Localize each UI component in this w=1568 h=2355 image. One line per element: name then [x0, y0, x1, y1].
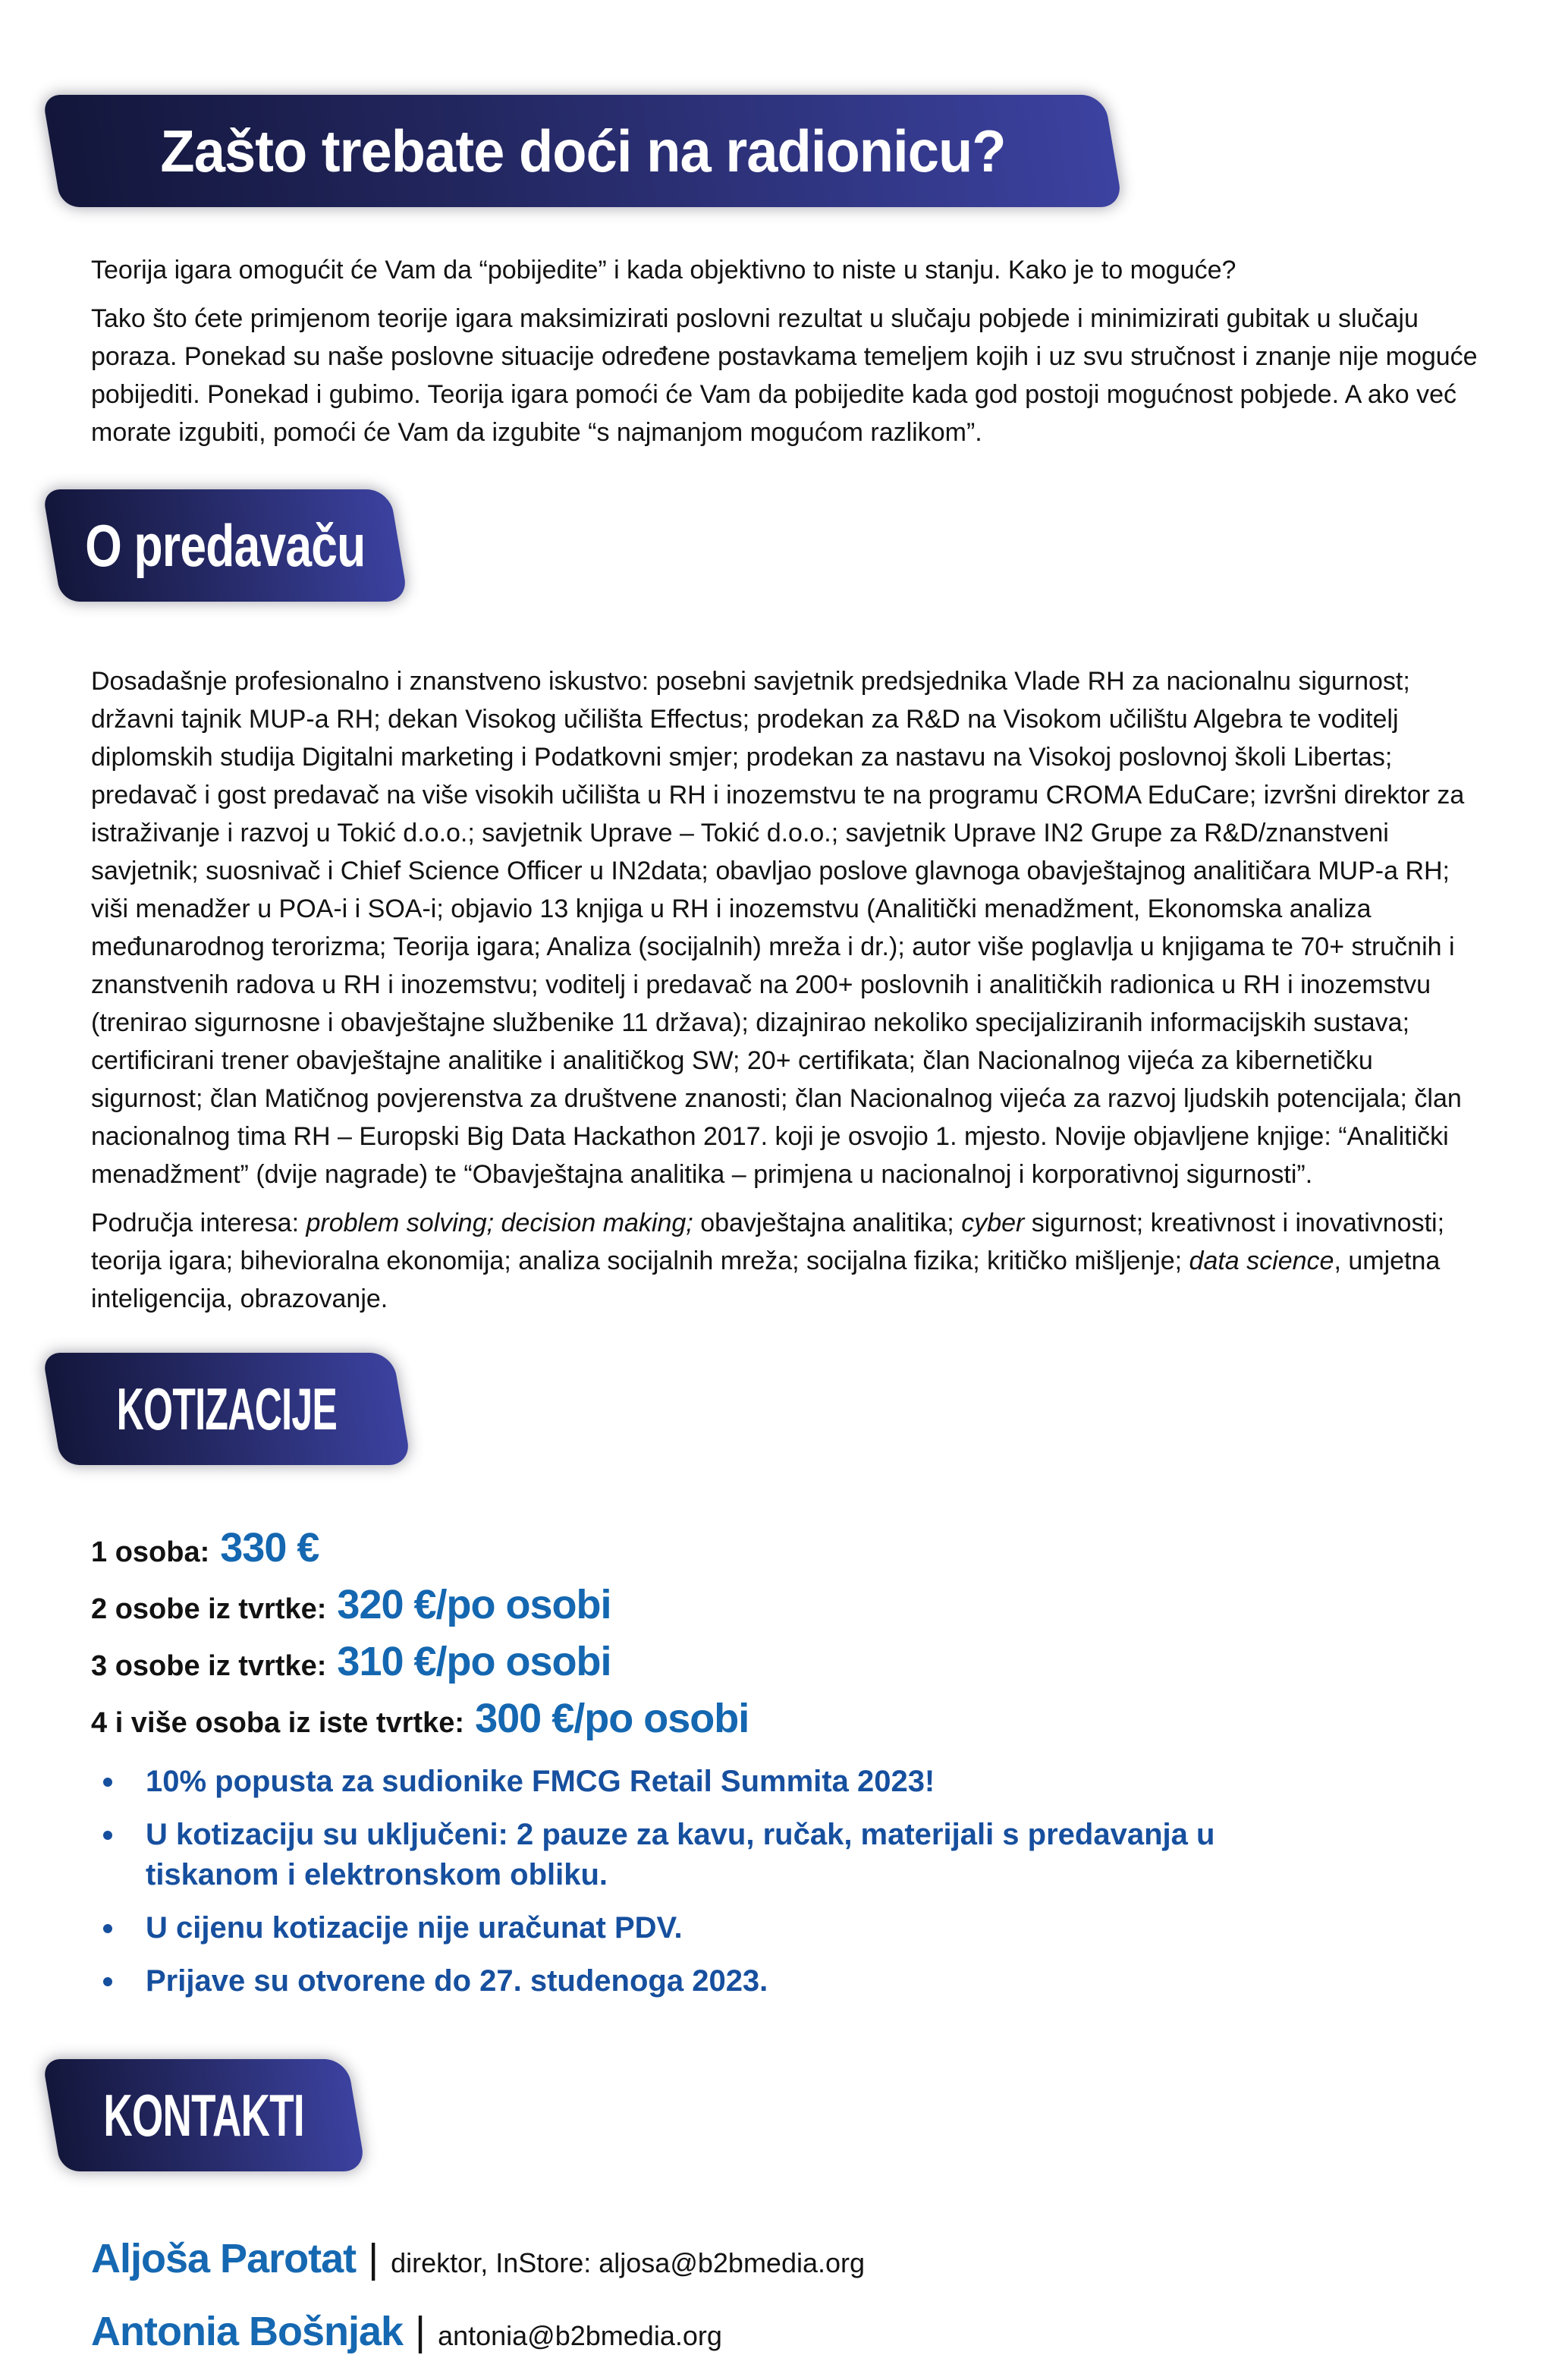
section-banner-contacts — [42, 2059, 366, 2171]
price-label: 4 i više osoba iz iste tvrtke: — [91, 1707, 465, 1739]
intro-paragraph-2: Tako što ćete primjenom teorije igara maksimizirati poslovni rezultat u slučaju pobjede i minimizirati gubitak u slučaju poraza. Ponekad su naše poslovne situacije određene postavkama temeljem kojih i uz svu stručnost i znanje nije moguće pobijediti. Ponekad i gubimo. Teorija igara pomoći će Vam da pobijedite kada god postoji mogućnost pobjede. A ako već morate izgubiti, pomoći će Vam da izgubite “s najmanjom mogućom razlikom”. — [91, 304, 1478, 447]
contact-row — [91, 2235, 1568, 2282]
contact-info: antonia@b2bmedia.org — [438, 2320, 722, 2351]
price-row — [91, 1581, 1568, 1628]
section-title-contacts: KONTAKTI — [103, 2081, 305, 2149]
contact-divider: | — [368, 2236, 379, 2281]
contact-name: Aljoša Parotat — [91, 2236, 357, 2281]
price-value: 300 €/po osobi — [475, 1696, 749, 1741]
price-row — [91, 1638, 1568, 1685]
fee-bullet-item: U cijenu kotizacije nije uračunat PDV. — [99, 1908, 1252, 1948]
price-row — [91, 1524, 1568, 1571]
fee-bullet-list — [99, 1762, 1252, 2001]
contact-name: Antonia Bošnjak — [91, 2309, 404, 2354]
section-title-why: Zašto trebate doći na radionicu? — [159, 117, 1006, 184]
price-label: 2 osobe iz tvrtke: — [91, 1593, 327, 1625]
section-title-lecturer: O predavaču — [85, 511, 366, 579]
fee-bullet-item: Prijave su otvorene do 27. studenoga 2023. — [99, 1961, 1252, 2001]
lecturer-interests-paragraph: Područja interesa: problem solving; decision making; obavještajna analitika; cyber sigurnost; kreativnost i inovativnosti; teorija igara; bihevioralna ekonomija; analiza socijalnih mreža; socijalna fizika; kritičko mišljenje; data science, umjetna inteligencija, obrazovanje. — [91, 1209, 1445, 1313]
fee-bullet-item: U kotizaciju su uključeni: 2 pauze za kavu, ručak, materijali s predavanja u tiskanom i elektronskom obliku. — [99, 1815, 1252, 1895]
price-value: 310 €/po osobi — [337, 1639, 611, 1684]
price-row — [91, 1695, 1568, 1742]
price-label: 3 osobe iz tvrtke: — [91, 1650, 327, 1682]
section-banner-lecturer — [42, 489, 408, 602]
contact-info: direktor, InStore: aljosa@b2bmedia.org — [391, 2247, 866, 2278]
fee-bullet-item: 10% popusta za sudionike FMCG Retail Summita 2023! — [99, 1762, 1252, 1802]
flyer-page — [0, 95, 1568, 2354]
section-banner-why — [42, 95, 1123, 207]
section-title-fees: KOTIZACIJE — [116, 1375, 338, 1442]
section-banner-fees — [42, 1353, 411, 1465]
price-value: 320 €/po osobi — [337, 1582, 611, 1627]
price-label: 1 osoba: — [91, 1536, 210, 1568]
contact-row — [91, 2308, 1568, 2355]
pricing-list — [91, 1524, 1568, 1742]
contact-list — [91, 2235, 1568, 2355]
contact-divider: | — [415, 2309, 426, 2354]
price-value: 330 € — [220, 1525, 319, 1571]
lecturer-bio-paragraph: Dosadašnje profesionalno i znanstveno iskustvo: posebni savjetnik predsjednika Vlade RH za nacionalnu sigurnost; državni tajnik MUP-a RH; dekan Visokog učilišta Effectus; prodekan za R&D na Visokom učilištu Algebra te voditelj diplomskih studija Digitalni marketing i Podatkovni smjer; prodekan za nastavu na Visokoj poslovnoj školi Libertas; predavač i gost predavač na više visokih učilišta u RH i inozemstvu te na programu CROMA EduCare; izvršni direktor za istraživanje i razvoj u Tokić d.o.o.; savjetnik Uprave – Tokić d.o.o.; savjetnik Uprave IN2 Grupe za R&D/znanstveni savjetnik; suosnivač i Chief Science Officer u IN2data; obavljao poslove glavnoga obavještajnog analitičara MUP-a RH; viši menadžer u POA-i i SOA-i; objavio 13 knjiga u RH i inozemstvu (Analitički menadžment, Ekonomska analiza međunarodnog terorizma; Teorija igara; Analiza (socijalnih) mreža i dr.); autor više poglavlja u knjigama te 70+ stručnih i znanstvenih radova u RH i inozemstvu; voditelj i predavač na 200+ poslovnih i analitičkih radionica u RH i inozemstvu (trenirao sigurnosne i obavještajne službenike 11 država); dizajnirao nekoliko specijaliziranih informacijskih sustava; certificirani trener obavještajne analitike i analitičkog SW; 20+ certifikata; član Nacionalnog vijeća za kibernetičku sigurnost; član Matičnog povjerenstva za društvene znanosti; član Nacionalnog vijeća za razvoj ljudskih potencijala; član nacionalnog tima RH – Europski Big Data Hackathon 2017. koji je osvojio 1. mjesto. Novije objavljene knjige: “Analitički menadžment” (dvije nagrade) te “Obavještajna analitika – primjena u nacionalnoj i korporativnoj sigurnosti”. — [91, 667, 1465, 1189]
intro-paragraph-1: Teorija igara omogućit će Vam da “pobijedite” i kada objektivno to niste u stanju. Kako je to moguće? — [91, 256, 1236, 285]
